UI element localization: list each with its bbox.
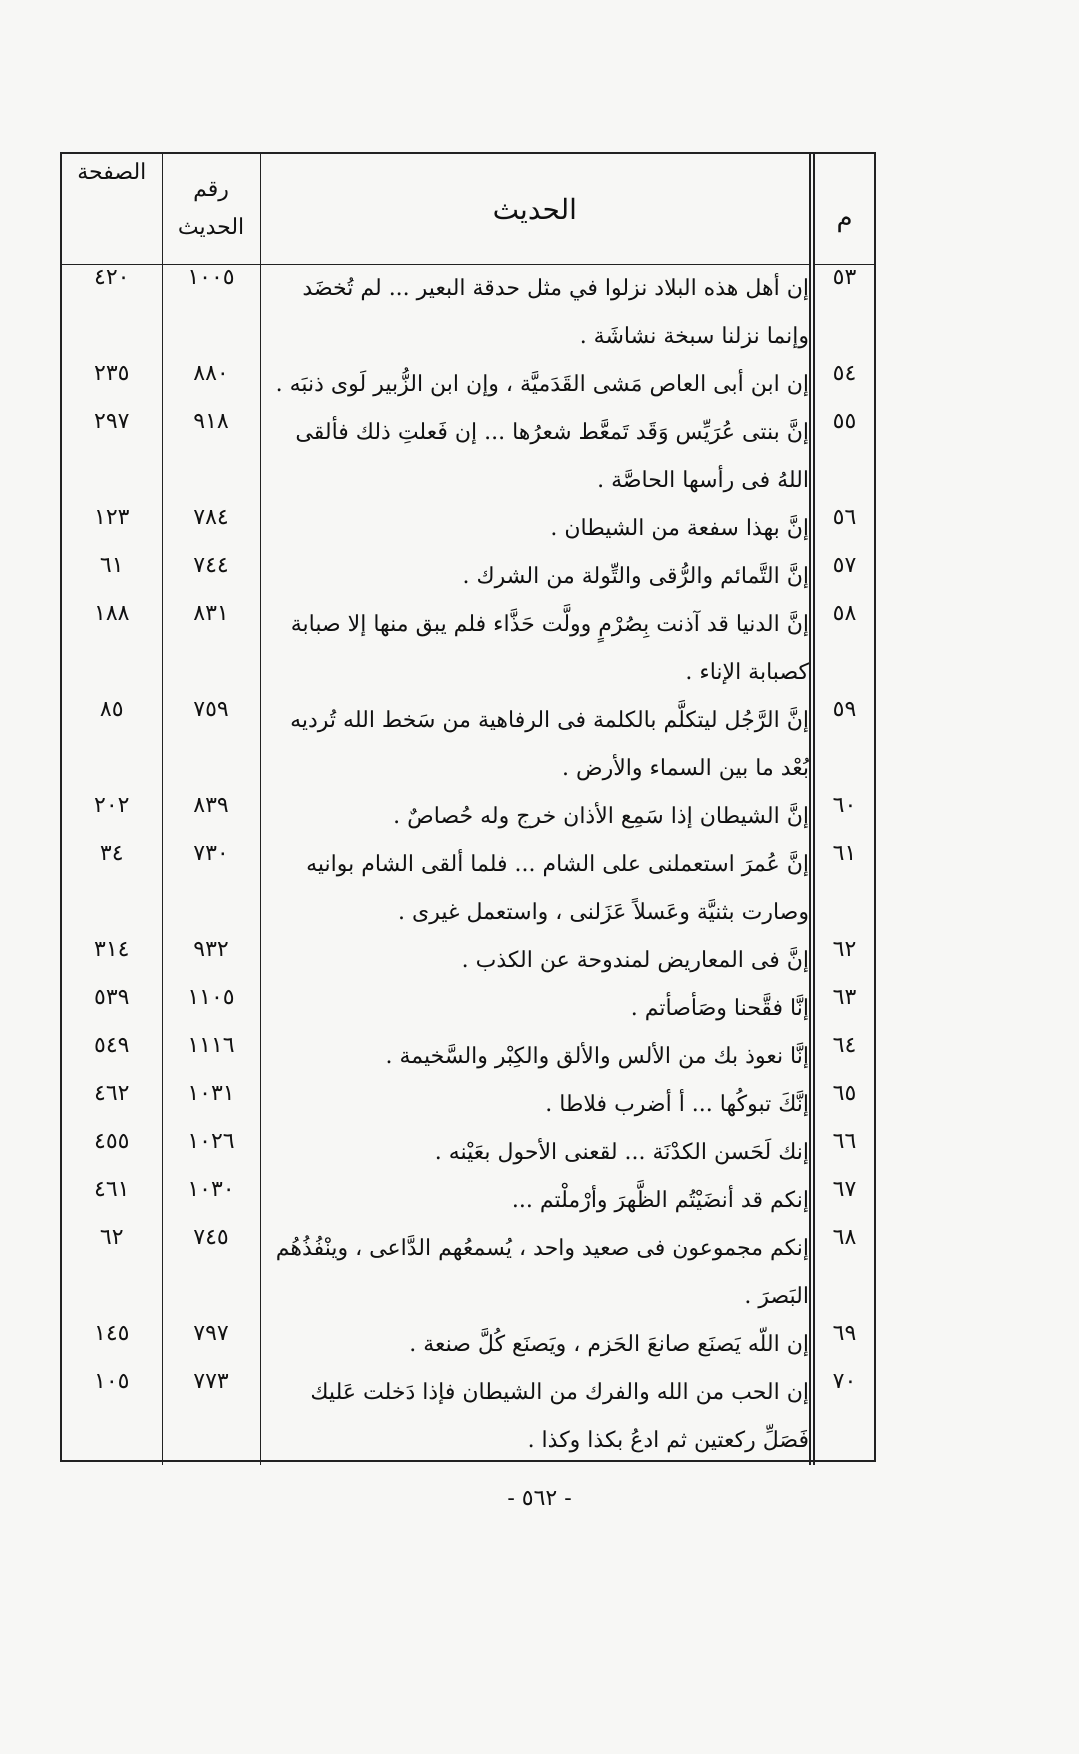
row-page: ٣١٤ [94,937,130,962]
row-hadith-number: ٩٣٢ [162,937,260,985]
row-serial: ٦٦ [812,1129,874,1177]
table-row [62,1033,874,1081]
row-page: ١٠٥ [94,1369,130,1394]
table-row [62,985,874,1033]
table-row [62,1177,874,1225]
row-page: ١٢٣ [94,505,130,530]
row-page: ٥٣٩ [94,985,130,1010]
row-hadith-text: إنَّ التَّمائم والرُّقى والتِّولة من الشرك . [260,553,812,601]
row-hadith-number: ٩١٨ [162,409,260,505]
row-page: ١٤٥ [94,1321,130,1346]
table-row [62,937,874,985]
row-hadith-number: ٧٧٣ [162,1369,260,1465]
page-number: - ٥٦٢ - [507,1486,572,1511]
row-hadith-text: إنَّ عُمرَ استعملنى على الشام ... فلما ألقى الشام بوانيه وصارت بثنيَّة وعَسلاً عَزَلنى ، واستعمل غيرى . [260,841,812,937]
row-page: ٢٠٢ [94,793,130,818]
row-page: ٤٦١ [94,1177,130,1202]
row-serial: ٥٦ [812,505,874,553]
row-page: ٨٥ [99,697,124,722]
row-hadith-text: إنكم مجموعون فى صعيد واحد ، يُسمعُهم الدَّاعى ، وينْفُذُهُم البَصرَ . [260,1225,812,1321]
row-hadith-text: إنَّ فى المعاريض لمندوحة عن الكذب . [260,937,812,985]
table-row [62,1081,874,1129]
row-hadith-number: ٧٤٤ [162,553,260,601]
row-hadith-text: إنك لَحَسن الكدْنَة ... لقعنى الأحول بعَيْنه . [260,1129,812,1177]
row-hadith-text: إن اللّه يَصنَع صانعَ الحَزم ، ويَصنَع كُلَّ صنعة . [260,1321,812,1369]
row-hadith-text: إنَّ بهذا سفعة من الشيطان . [260,505,812,553]
header-hadith-number [162,154,260,265]
table-row [62,409,874,505]
row-serial: ٦٩ [812,1321,874,1369]
row-hadith-number: ١٠٣١ [162,1081,260,1129]
header-hadith-number-line2: الحديث [177,215,245,240]
table-row [62,1225,874,1321]
row-serial: ٥٣ [812,265,874,362]
table-row [62,793,874,841]
table-header-row [62,154,874,265]
row-hadith-number: ٨٣٩ [162,793,260,841]
row-page: ٢٩٧ [94,409,130,434]
row-hadith-number: ١١٠٥ [162,985,260,1033]
row-serial: ٥٨ [812,601,874,697]
table-row [62,505,874,553]
header-page: الصفحة [62,154,162,265]
hadith-index-table [62,154,874,1465]
row-hadith-text: إنَّ الرَّجُل ليتكلَّم بالكلمة فى الرفاهية من سَخط الله تُرديه بُعْد ما بين السماء والأرض . [260,697,812,793]
row-hadith-number: ٧٤٥ [162,1225,260,1321]
row-page: ١٨٨ [94,601,130,626]
row-serial: ٧٠ [812,1369,874,1465]
row-serial: ٦٧ [812,1177,874,1225]
index-table-frame [60,152,876,1462]
row-hadith-number: ١٠٣٠ [162,1177,260,1225]
row-page: ٥٤٩ [94,1033,130,1058]
row-page: ٤٥٥ [94,1129,130,1154]
row-hadith-text: إنكم قد أنضَيْتُم الظَّهرَ وأرْملْتم ... [260,1177,812,1225]
table-row [62,697,874,793]
row-serial: ٥٤ [812,361,874,409]
row-hadith-number: ٨٣١ [162,601,260,697]
row-hadith-text: إنَّا نعوذ بك من الألس والألق والكِبْر والسَّخيمة . [260,1033,812,1081]
row-hadith-number: ٧٨٤ [162,505,260,553]
row-hadith-text: إنَّا فقَّحنا وصَأصأتم . [260,985,812,1033]
row-page: ٣٤ [99,841,124,866]
row-hadith-text: إن الحب من الله والفرك من الشيطان فإذا دَخلت عَليك فَصَلِّ ركعتين ثم ادعُ بكذا وكذا . [260,1369,812,1465]
row-hadith-number: ١٠٢٦ [162,1129,260,1177]
row-hadith-text: إنَّ بنتى عُرَيِّس وَقَد تَمعَّط شعرُها ... إن فَعلتِ ذلك فألقى اللهُ فى رأسها الحاصَّة . [260,409,812,505]
row-serial: ٦٢ [812,937,874,985]
row-serial: ٥٩ [812,697,874,793]
table-row [62,841,874,937]
row-hadith-number: ٧٩٧ [162,1321,260,1369]
header-serial: م [812,154,874,265]
table-row [62,601,874,697]
table-row [62,1321,874,1369]
row-serial: ٥٥ [812,409,874,505]
table-row [62,361,874,409]
row-serial: ٦٤ [812,1033,874,1081]
row-hadith-number: ٧٣٠ [162,841,260,937]
row-serial: ٦٨ [812,1225,874,1321]
header-hadith: الحديث [260,154,812,265]
table-row [62,265,874,362]
row-page: ٤٦٢ [94,1081,130,1106]
row-hadith-number: ١٠٠٥ [162,265,260,362]
row-serial: ٦١ [812,841,874,937]
table-row [62,553,874,601]
row-serial: ٦٣ [812,985,874,1033]
row-hadith-number: ١١١٦ [162,1033,260,1081]
row-hadith-text: إنَّ الشيطان إذا سَمِع الأذان خرج وله حُصاصٌ . [260,793,812,841]
row-hadith-text: إن ابن أبى العاص مَشى القَدَميَّة ، وإن ابن الزُّبير لَوى ذنبَه . [260,361,812,409]
row-hadith-text: إنَّكَ تبوكُها ... أ أضرب فلاطا . [260,1081,812,1129]
row-page: ٢٣٥ [94,361,130,386]
table-row [62,1369,874,1465]
row-serial: ٦٠ [812,793,874,841]
table-row [62,1129,874,1177]
row-serial: ٥٧ [812,553,874,601]
row-hadith-text: إنَّ الدنيا قد آذنت بِصُرْمٍ وولَّت حَذَّاء فلم يبق منها إلا صبابة كصبابة الإناء . [260,601,812,697]
row-page: ٦٢ [99,1225,124,1250]
row-hadith-number: ٧٥٩ [162,697,260,793]
row-hadith-text: إن أهل هذه البلاد نزلوا في مثل حدقة البعير ... لم تُخضَد وإنما نزلنا سبخة نشاشَة . [260,265,812,362]
row-serial: ٦٥ [812,1081,874,1129]
row-page: ٦١ [99,553,124,578]
row-hadith-number: ٨٨٠ [162,361,260,409]
row-page: ٤٢٠ [94,265,130,290]
header-hadith-number-line1: رقم [193,177,229,202]
table-body [62,265,874,1466]
